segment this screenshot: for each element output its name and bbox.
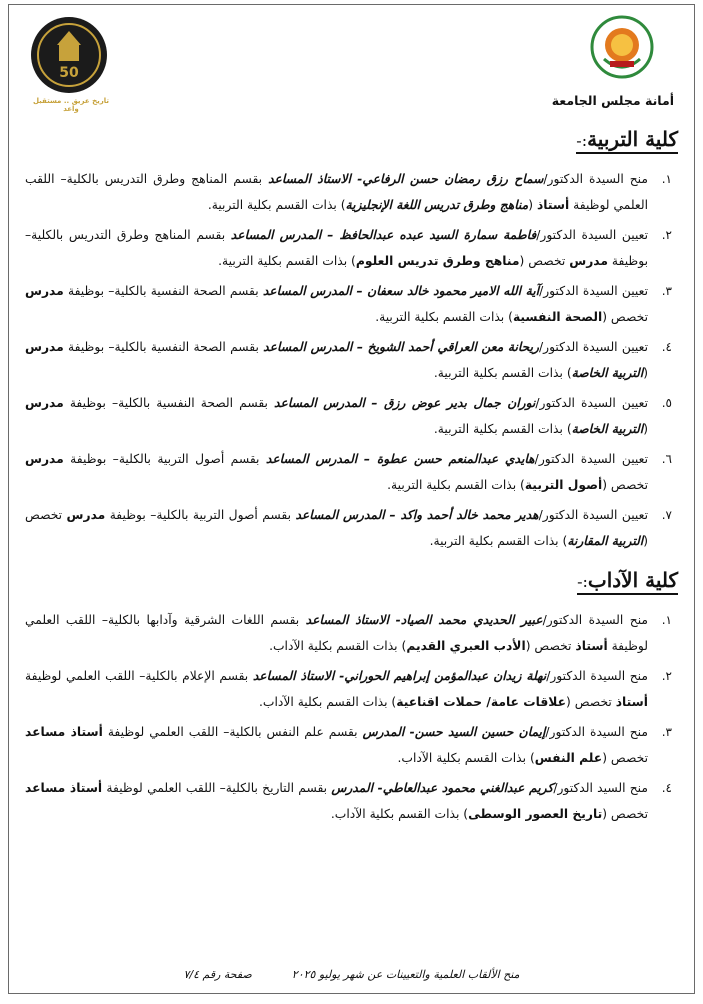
person-name: نهلة زيدان عبدالمؤمن إبراهيم الحوراني- الاستاذ المساعد [252, 669, 547, 683]
person-name: ريحانة معن العراقي أحمد الشويخ – المدرس المساعد [263, 340, 539, 354]
anniversary-caption: تاريخ عريق .. مستقبل واعد [32, 97, 110, 113]
job-title: أستاذ [536, 198, 570, 212]
list-item: ١. منح السيدة الدكتور/عبير الحديدي محمد الصياد- الاستاذ المساعد بقسم اللغات الشرقية وآدابها بالكلية– اللقب العلمي لوظيفة أستاذ تخصص (الأدب العبري القديم) بذات القسم بكلية الآداب. [25, 607, 678, 659]
decision-list [25, 607, 678, 827]
item-number: ٣. [661, 284, 672, 298]
item-number: ٢. [661, 228, 672, 242]
person-name: آية الله الامير محمود خالد سعفان – المدرس المساعد [262, 284, 540, 298]
specialty: التربية الخاصة [571, 422, 644, 436]
list-item: ٦. تعيين السيدة الدكتور/هايدي عبدالمنعم حسن عطوة – المدرس المساعد بقسم أصول التربية بالكلية– بوظيفة مدرس تخصص (أصول التربية) بذات القسم بكلية التربية. [25, 446, 678, 498]
person-name: فاطمة سمارة السيد عبده عبدالحافظ – المدرس المساعد [230, 228, 537, 242]
job-title: أستاذ [615, 695, 648, 709]
council-title: أمانة مجلس الجامعة [551, 93, 674, 108]
list-item: ١. منح السيدة الدكتور/سماح رزق رمضان حسن الرفاعي- الاستاذ المساعد بقسم المناهج وطرق التدريس بالكلية– اللقب العلمي لوظيفة أستاذ (مناهج وطرق تدريس اللغة الإنجليزية) بذات القسم بكلية التربية. [25, 166, 678, 218]
list-item: ٣. منح السيدة الدكتور/إيمان حسين السيد حسن- المدرس بقسم علم النفس بالكلية– اللقب العلمي لوظيفة أستاذ مساعد تخصص (علم النفس) بذات القسم بكلية الآداب. [25, 719, 678, 771]
person-name: إيمان حسين السيد حسن- المدرس [362, 725, 546, 739]
page-footer [9, 968, 694, 981]
section-title: كلية التربية:- [576, 127, 678, 154]
item-number: ٦. [661, 452, 672, 466]
list-item: ٤. منح السيد الدكتور/كريم عبدالغني محمود عبدالعاطي- المدرس بقسم التاريخ بالكلية– اللقب العلمي لوظيفة أستاذ مساعد تخصص (تاريخ العصور الوسطى) بذات القسم بكلية الآداب. [25, 775, 678, 827]
person-name: هدير محمد خالد أحمد واكد – المدرس المساعد [295, 508, 539, 522]
specialty: الصحة النفسية [512, 310, 603, 324]
job-title: مدرس [25, 340, 64, 354]
specialty: الأدب العبري القديم [406, 639, 526, 653]
item-number: ١. [661, 172, 672, 186]
document-body [25, 127, 678, 831]
list-item: ٣. تعيين السيدة الدكتور/آية الله الامير محمود خالد سعفان – المدرس المساعد بقسم الصحة النفسية بالكلية– بوظيفة مدرس تخصص (الصحة النفسية) بذات القسم بكلية التربية. [25, 278, 678, 330]
specialty: تاريخ العصور الوسطى [468, 807, 603, 821]
item-number: ٧. [661, 508, 672, 522]
list-item: ٤. تعيين السيدة الدكتور/ريحانة معن العراقي أحمد الشويخ – المدرس المساعد بقسم الصحة النفسية بالكلية– بوظيفة مدرس (التربية الخاصة) بذات القسم بكلية التربية. [25, 334, 678, 386]
page-header [9, 5, 694, 115]
job-title: مدرس [25, 284, 64, 298]
list-item: ٢. منح السيدة الدكتور/نهلة زيدان عبدالمؤمن إبراهيم الحوراني- الاستاذ المساعد بقسم الإعلام بالكلية– اللقب العلمي لوظيفة أستاذ تخصص (علاقات عامة/ حملات اقناعية) بذات القسم بكلية الآداب. [25, 663, 678, 715]
item-number: ٤. [661, 340, 672, 354]
person-name: سماح رزق رمضان حسن الرفاعي- الاستاذ المساعد [268, 172, 544, 186]
job-title: أستاذ مساعد [25, 781, 103, 795]
person-name: نوران جمال بدير عوض رزق – المدرس المساعد [274, 396, 536, 410]
person-name: كريم عبدالغني محمود عبدالعاطي- المدرس [331, 781, 554, 795]
specialty: التربية المقارنة [567, 534, 644, 548]
item-number: ٥. [661, 396, 672, 410]
document-page [8, 4, 695, 994]
item-number: ٤. [661, 781, 672, 795]
item-number: ٢. [661, 669, 672, 683]
decision-list [25, 166, 678, 554]
specialty: التربية الخاصة [571, 366, 644, 380]
list-item: ٥. تعيين السيدة الدكتور/نوران جمال بدير عوض رزق – المدرس المساعد بقسم الصحة النفسية بالكلية– بوظيفة مدرس (التربية الخاصة) بذات القسم بكلية التربية. [25, 390, 678, 442]
specialty: أصول التربية [524, 478, 603, 492]
specialty: مناهج وطرق تدريس اللغة الإنجليزية [345, 198, 529, 212]
anniversary-logo [29, 15, 109, 95]
person-name: هايدي عبدالمنعم حسن عطوة – المدرس المساعد [265, 452, 535, 466]
job-title: مدرس [25, 396, 64, 410]
section-title: كلية الآداب:- [577, 568, 678, 595]
page-number: صفحة رقم ٧/٤ [183, 968, 252, 981]
job-title: مدرس [66, 508, 106, 522]
item-number: ١. [661, 613, 672, 627]
item-number: ٣. [661, 725, 672, 739]
section-education [25, 127, 678, 554]
zagazig-university-logo [590, 15, 654, 79]
person-name: عبير الحديدي محمد الصياد- الاستاذ المساعد [305, 613, 543, 627]
job-title: أستاذ [575, 639, 608, 653]
specialty: مناهج وطرق تدريس العلوم [355, 254, 520, 268]
list-item: ٧. تعيين السيدة الدكتور/هدير محمد خالد أحمد واكد – المدرس المساعد بقسم أصول التربية بالكلية– بوظيفة مدرس تخصص (التربية المقارنة) بذات القسم بكلية التربية. [25, 502, 678, 554]
footer-note: منح الألقاب العلمية والتعيينات عن شهر يوليو ٢٠٢٥ [291, 968, 520, 981]
list-item: ٢. تعيين السيدة الدكتور/فاطمة سمارة السيد عبده عبدالحافظ – المدرس المساعد بقسم المناهج وطرق التدريس بالكلية– بوظيفة مدرس تخصص (مناهج وطرق تدريس العلوم) بذات القسم بكلية التربية. [25, 222, 678, 274]
job-title: أستاذ مساعد [25, 725, 103, 739]
specialty: علاقات عامة/ حملات اقناعية [396, 695, 567, 709]
svg-text:50: 50 [59, 65, 79, 81]
section-arts [25, 568, 678, 827]
specialty: علم النفس [534, 751, 603, 765]
job-title: مدرس [569, 254, 608, 268]
job-title: مدرس [25, 452, 64, 466]
